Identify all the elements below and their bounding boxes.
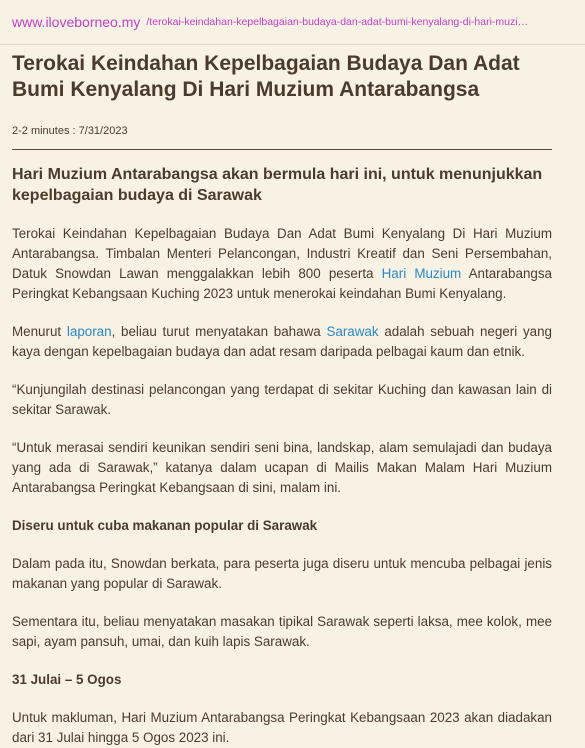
paragraph-3: “Kunjungilah destinasi pelancongan yang terdapat di sekitar Kuching dan kawasan lain di sekitar Sarawak. — [12, 382, 552, 417]
url-bar[interactable] — [0, 0, 585, 45]
paragraph-4: “Untuk merasai sendiri keunikan sendiri seni bina, landskap, alam semulajadi dan budaya yang ada di Sarawak,” katanya dalam ucapan di Mailis Makan Malam Hari Muzium Antarabangsa Peringkat Kebangsaan di sini, malam ini. — [12, 440, 552, 495]
paragraph-1-text-a: Terokai Keindahan Kepelbagaian Budaya Dan Adat Bumi Kenyalang Di Hari Muzium Antarabangsa. Timbalan Menteri Pelancongan, Industri Kreatif dan Seni Persembahan, Datuk Snowdan Lawan menggalakkan lebih 800 peserta — [12, 226, 552, 281]
article — [0, 51, 585, 748]
section-heading-date: 31 Julai – 5 Ogos — [12, 672, 122, 687]
paragraph-5: Dalam pada itu, Snowdan berkata, para peserta juga diseru untuk mencuba pelbagai jenis makanan yang popular di Sarawak. — [12, 556, 552, 591]
paragraph-2-text-a: Menurut — [12, 324, 67, 339]
paragraph-7: Untuk makluman, Hari Muzium Antarabangsa Peringkat Kebangsaan 2023 akan diadakan dari 31 Julai hingga 5 Ogos 2023 ini. — [12, 710, 552, 745]
url-path[interactable]: /terokai-keindahan-kepelbagaian-budaya-dan-adat-bumi-kenyalang-di-hari-muzi… — [146, 16, 529, 28]
link-sarawak[interactable]: Sarawak — [326, 324, 379, 339]
link-hari-muzium[interactable]: Hari Muzium — [381, 266, 462, 281]
paragraph-1-text-b: Antarabangsa Peringkat Kebangsaan Kuching 2023 untuk menerokai keindahan Bumi Kenyalang. — [12, 266, 552, 301]
article-meta: 2-2 minutes : 7/31/2023 — [12, 125, 128, 137]
paragraph-6: Sementara itu, beliau menyatakan masakan tipikal Sarawak seperti laksa, mee kolok, mee sapi, ayam pansuh, umai, dan kuih lapis Sarawak. — [12, 614, 552, 649]
paragraph-1 — [12, 224, 552, 304]
divider — [12, 149, 552, 150]
paragraph-2 — [12, 322, 552, 362]
paragraph-2-text-b: , beliau turut menyatakan bahawa — [111, 324, 327, 339]
article-title: Terokai Keindahan Kepelbagaian Budaya Dan Adat Bumi Kenyalang Di Hari Muzium Antarabangsa — [12, 52, 520, 101]
link-laporan[interactable]: laporan — [66, 324, 112, 339]
article-subtitle: Hari Muzium Antarabangsa akan bermula hari ini, untuk menunjukkan kepelbagaian budaya di Sarawak — [12, 166, 543, 204]
url-domain[interactable]: www.iloveborneo.my — [12, 14, 141, 30]
paragraph-2-text-c: adalah sebuah negeri yang kaya dengan kepelbagaian budaya dan adat resam daripada pelbagai kaum dan etnik. — [12, 324, 552, 359]
section-heading-food: Diseru untuk cuba makanan popular di Sarawak — [12, 518, 318, 533]
